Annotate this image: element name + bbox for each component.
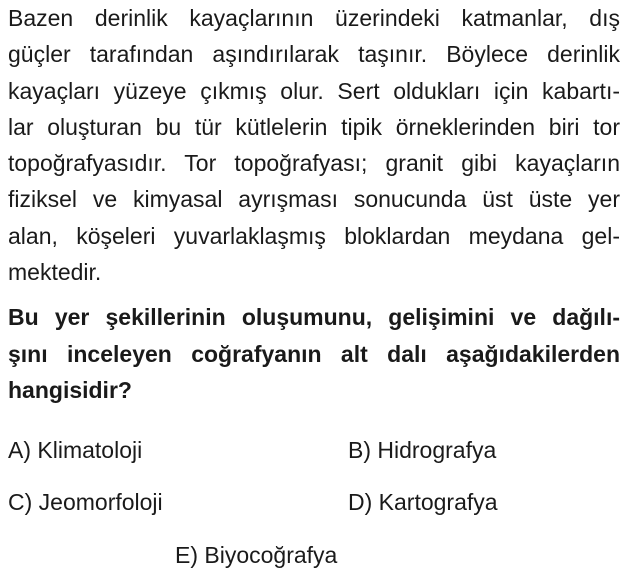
option-d[interactable]: D) Kartografya xyxy=(348,489,498,515)
option-e[interactable]: E) Biyocoğrafya xyxy=(175,542,338,568)
option-b[interactable]: B) Hidrografya xyxy=(348,437,497,463)
question-line: Bu yer şekillerinin oluşumunu, gelişimini ve dağılı- xyxy=(8,304,620,330)
question-stem xyxy=(8,299,620,409)
passage-line: kayaçları yüzeye çıkmış olur. Sert oldukları için kabartı- xyxy=(8,77,620,104)
passage-line: güçler tarafından aşındırılarak taşınır. Böylece derinlik xyxy=(8,41,620,68)
passage-line: topoğrafyasıdır. Tor topoğrafyası; granit gibi kayaçların xyxy=(8,150,620,177)
passage-line: mektedir. xyxy=(8,259,102,286)
question-line: hangisidir? xyxy=(8,377,132,403)
passage-text xyxy=(8,0,620,290)
option-c[interactable]: C) Jeomorfoloji xyxy=(8,489,163,515)
option-a[interactable]: A) Klimatoloji xyxy=(8,437,143,463)
passage-line: Bazen derinlik kayaçlarının üzerindeki katmanlar, dış xyxy=(8,5,620,31)
question-line: şını inceleyen coğrafyanın alt dalı aşağıdakilerden xyxy=(8,340,620,367)
passage-line: fiziksel ve kimyasal ayrışması sonucunda üst üste yer xyxy=(8,186,620,213)
passage-line: alan, köşeleri yuvarlaklaşmış bloklardan meydana gel- xyxy=(8,222,620,249)
passage-line: lar oluşturan bu tür kütlelerin tipik örneklerinden biri tor xyxy=(8,113,620,140)
